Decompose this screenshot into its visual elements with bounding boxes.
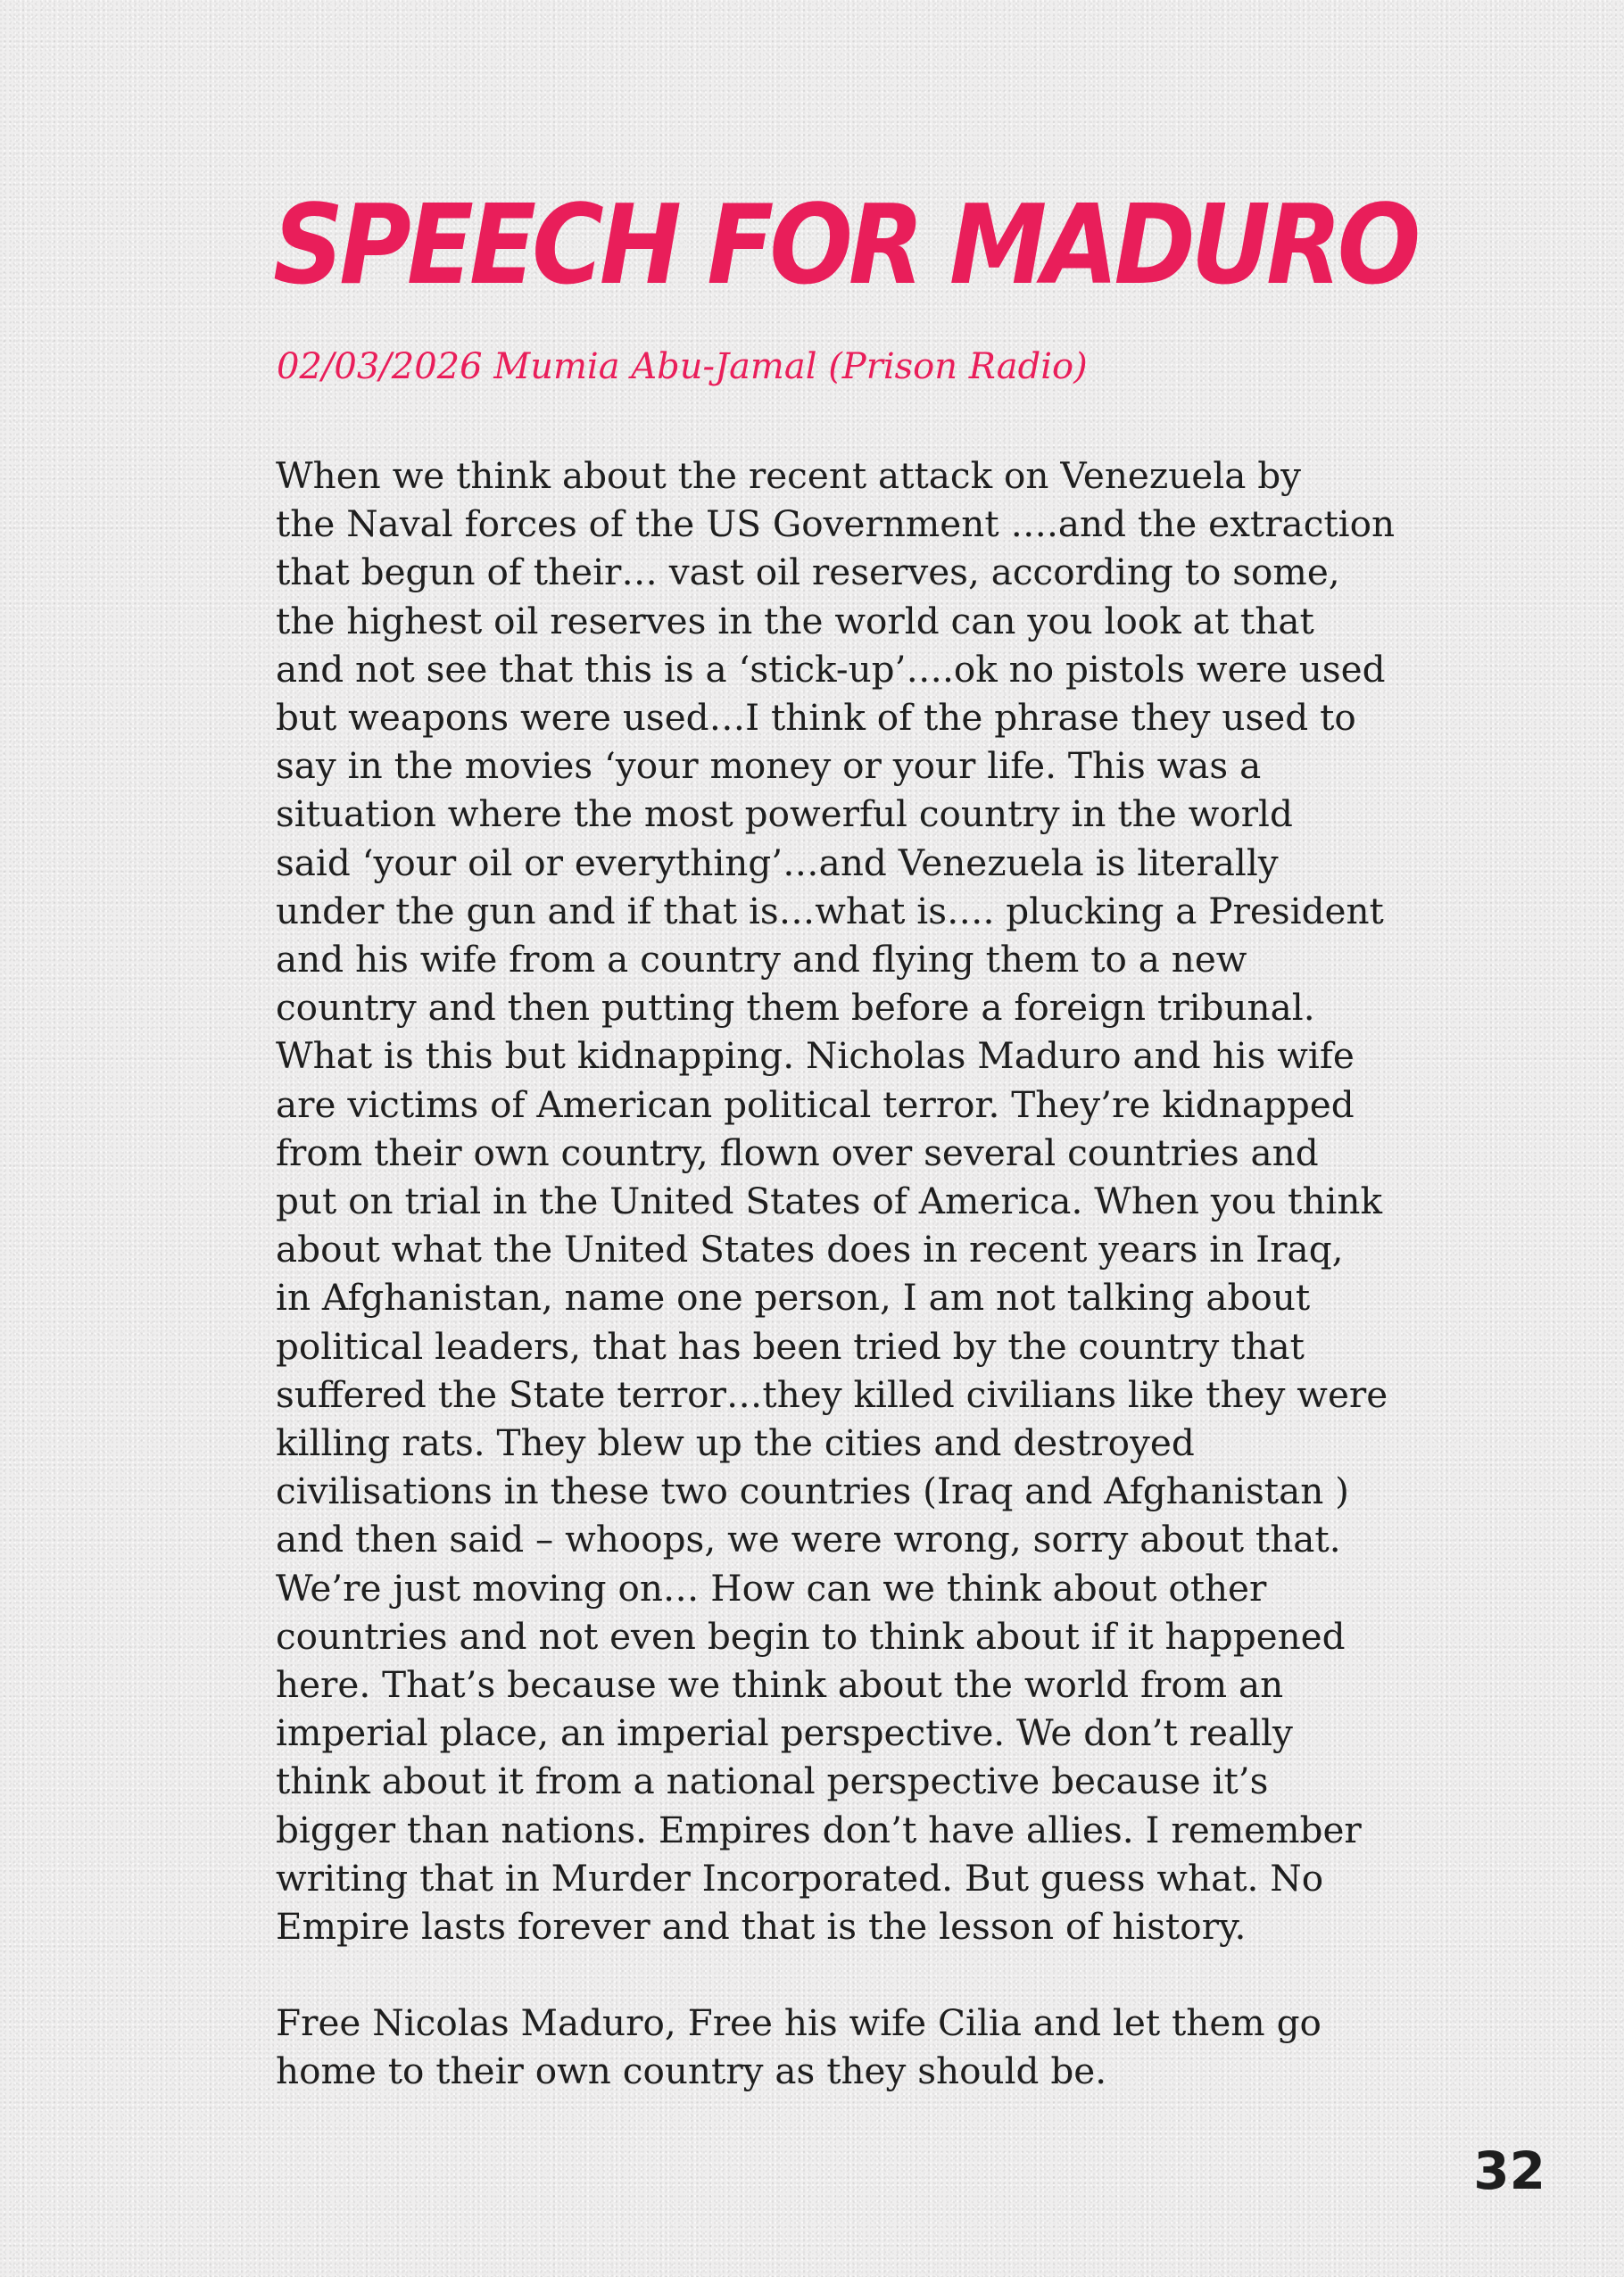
body-line: political leaders, that has been tried by the country that bbox=[276, 1324, 1305, 1368]
closing-line: home to their own country as they should be. bbox=[276, 2049, 1107, 2093]
body-line: When we think about the recent attack on Venezuela by bbox=[276, 454, 1302, 497]
closing-line: Free Nicolas Maduro, Free his wife Cilia and let them go bbox=[276, 2001, 1322, 2044]
body-line: What is this but kidnapping. Nicholas Maduro and his wife bbox=[276, 1034, 1355, 1078]
body-line: We’re just moving on… How can we think about other bbox=[276, 1566, 1267, 1610]
body-line: civilisations in these two countries (Iraq and Afghanistan ) bbox=[276, 1470, 1349, 1513]
page-title: SPEECH FOR MADURO bbox=[273, 180, 1417, 310]
body-line: Empire lasts forever and that is the lesson of history. bbox=[276, 1905, 1247, 1949]
body-line: bigger than nations. Empires don’t have allies. I remember bbox=[276, 1808, 1362, 1851]
body-line: the highest oil reserves in the world can you look at that bbox=[276, 599, 1314, 642]
body-line: situation where the most powerful country in the world bbox=[276, 792, 1293, 836]
body-line: from their own country, flown over several countries and bbox=[276, 1130, 1319, 1174]
body-line: are victims of American political terror. They’re kidnapped bbox=[276, 1082, 1355, 1126]
body-line: about what the United States does in recent years in Iraq, bbox=[276, 1228, 1344, 1271]
body-line: said ‘your oil or everything’…and Venezuela is literally bbox=[276, 840, 1279, 884]
body-line: put on trial in the United States of America. When you think bbox=[276, 1180, 1382, 1223]
body-line: and his wife from a country and flying them to a new bbox=[276, 938, 1247, 981]
body-line: country and then putting them before a foreign tribunal. bbox=[276, 986, 1315, 1030]
body-line: and not see that this is a ‘stick-up’….ok no pistols were used bbox=[276, 647, 1386, 691]
article-body bbox=[276, 451, 1454, 1950]
body-line: that begun of their… vast oil reserves, according to some, bbox=[276, 551, 1340, 594]
byline: 02/03/2026 Mumia Abu-Jamal (Prison Radio) bbox=[277, 346, 1088, 387]
closing-paragraph bbox=[276, 1999, 1454, 2095]
body-line: under the gun and if that is…what is…. plucking a President bbox=[276, 889, 1384, 932]
body-line: killing rats. They blew up the cities and destroyed bbox=[276, 1421, 1195, 1465]
body-line: and then said – whoops, we were wrong, sorry about that. bbox=[276, 1518, 1341, 1561]
body-line: but weapons were used…I think of the phrase they used to bbox=[276, 696, 1356, 740]
body-line: here. That’s because we think about the world from an bbox=[276, 1663, 1284, 1707]
page-number: 32 bbox=[1473, 2140, 1545, 2201]
body-line: writing that in Murder Incorporated. But guess what. No bbox=[276, 1856, 1324, 1900]
body-line: imperial place, an imperial perspective. We don’t really bbox=[276, 1711, 1293, 1755]
body-line: the Naval forces of the US Government ….and the extraction bbox=[276, 502, 1396, 546]
body-line: suffered the State terror…they killed civilians like they were bbox=[276, 1372, 1388, 1416]
body-line: in Afghanistan, name one person, I am not talking about bbox=[276, 1276, 1311, 1320]
body-line: countries and not even begin to think about if it happened bbox=[276, 1614, 1346, 1658]
body-line: say in the movies ‘your money or your life. This was a bbox=[276, 744, 1262, 788]
body-line: think about it from a national perspective because it’s bbox=[276, 1760, 1269, 1803]
